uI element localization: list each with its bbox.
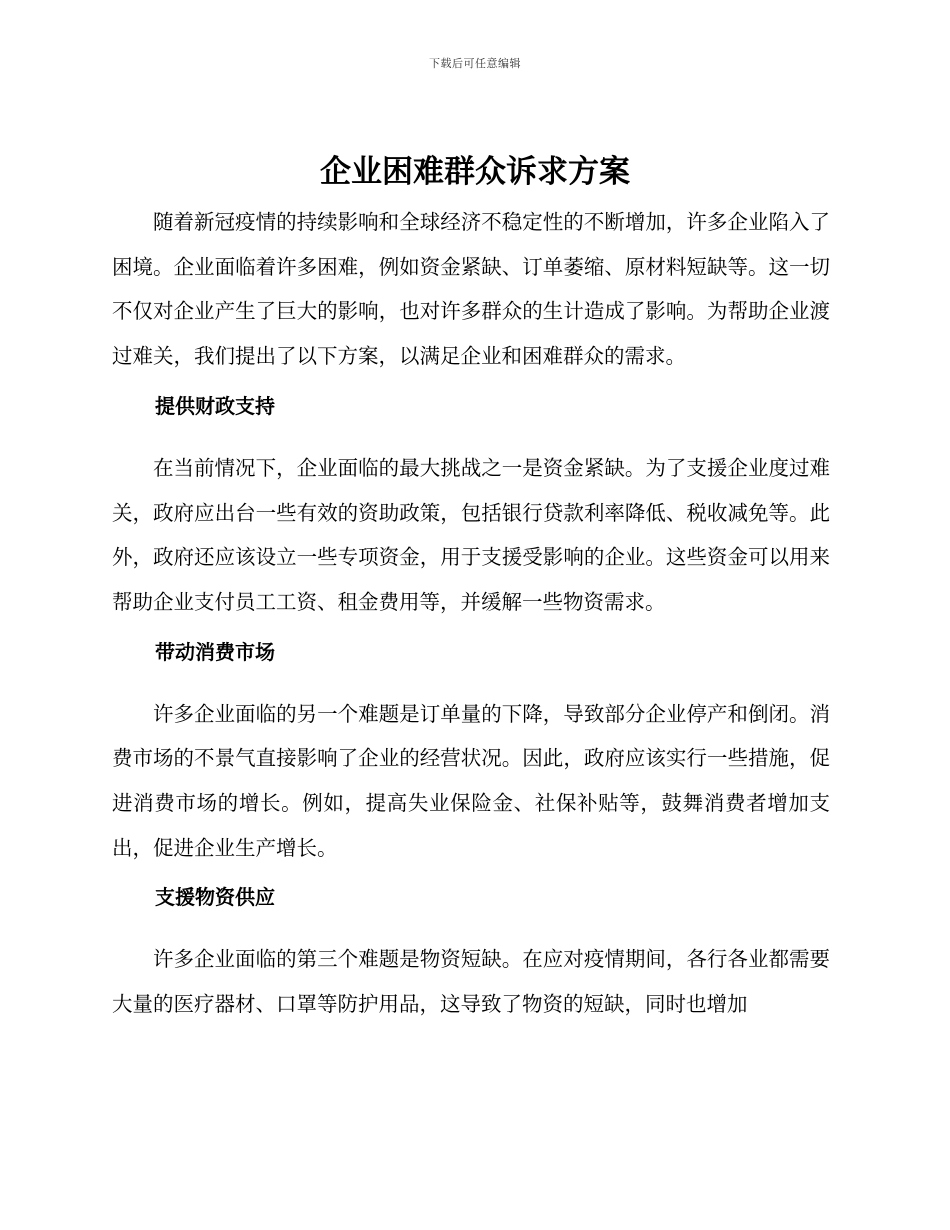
section-heading-financial-support: 提供财政支持 [155, 393, 275, 418]
section-body-consumer-market: 许多企业面临的另一个难题是订单量的下降，导致部分企业停产和倒闭。消费市场的不景气直接影响了企业的经营状况。因此，政府应该实行一些措施，促进消费市场的增长。例如，提高失业保险金、社保补贴等，鼓舞消费者增加支出，促进企业生产增长。 [112, 701, 830, 860]
section-heading-material-supply: 支援物资供应 [155, 885, 275, 910]
document-title: 企业困难群众诉求方案 [320, 154, 630, 190]
section-heading-consumer-market: 带动消费市场 [155, 639, 275, 664]
section-body-material-supply: 许多企业面临的第三个难题是物资短缺。在应对疫情期间，各行各业都需要大量的医疗器材、口罩等防护用品，这导致了物资的短缺，同时也增加 [112, 947, 830, 1017]
section-body-financial-support: 在当前情况下，企业面临的最大挑战之一是资金紧缺。为了支援企业度过难关，政府应出台一些有效的资助政策，包括银行贷款利率降低、税收减免等。此外，政府还应该设立一些专项资金，用于支援受影响的企业。这些资金可以用来帮助企业支付员工工资、租金费用等，并缓解一些物资需求。 [112, 455, 830, 614]
intro-paragraph: 随着新冠疫情的持续影响和全球经济不稳定性的不断增加，许多企业陷入了困境。企业面临着许多困难，例如资金紧缺、订单萎缩、原材料短缺等。这一切不仅对企业产生了巨大的影响，也对许多群众的生计造成了影响。为帮助企业渡过难关，我们提出了以下方案，以满足企业和困难群众的需求。 [112, 210, 830, 369]
header-note: 下载后可任意编辑 [429, 57, 521, 70]
document-body [112, 200, 830, 1027]
